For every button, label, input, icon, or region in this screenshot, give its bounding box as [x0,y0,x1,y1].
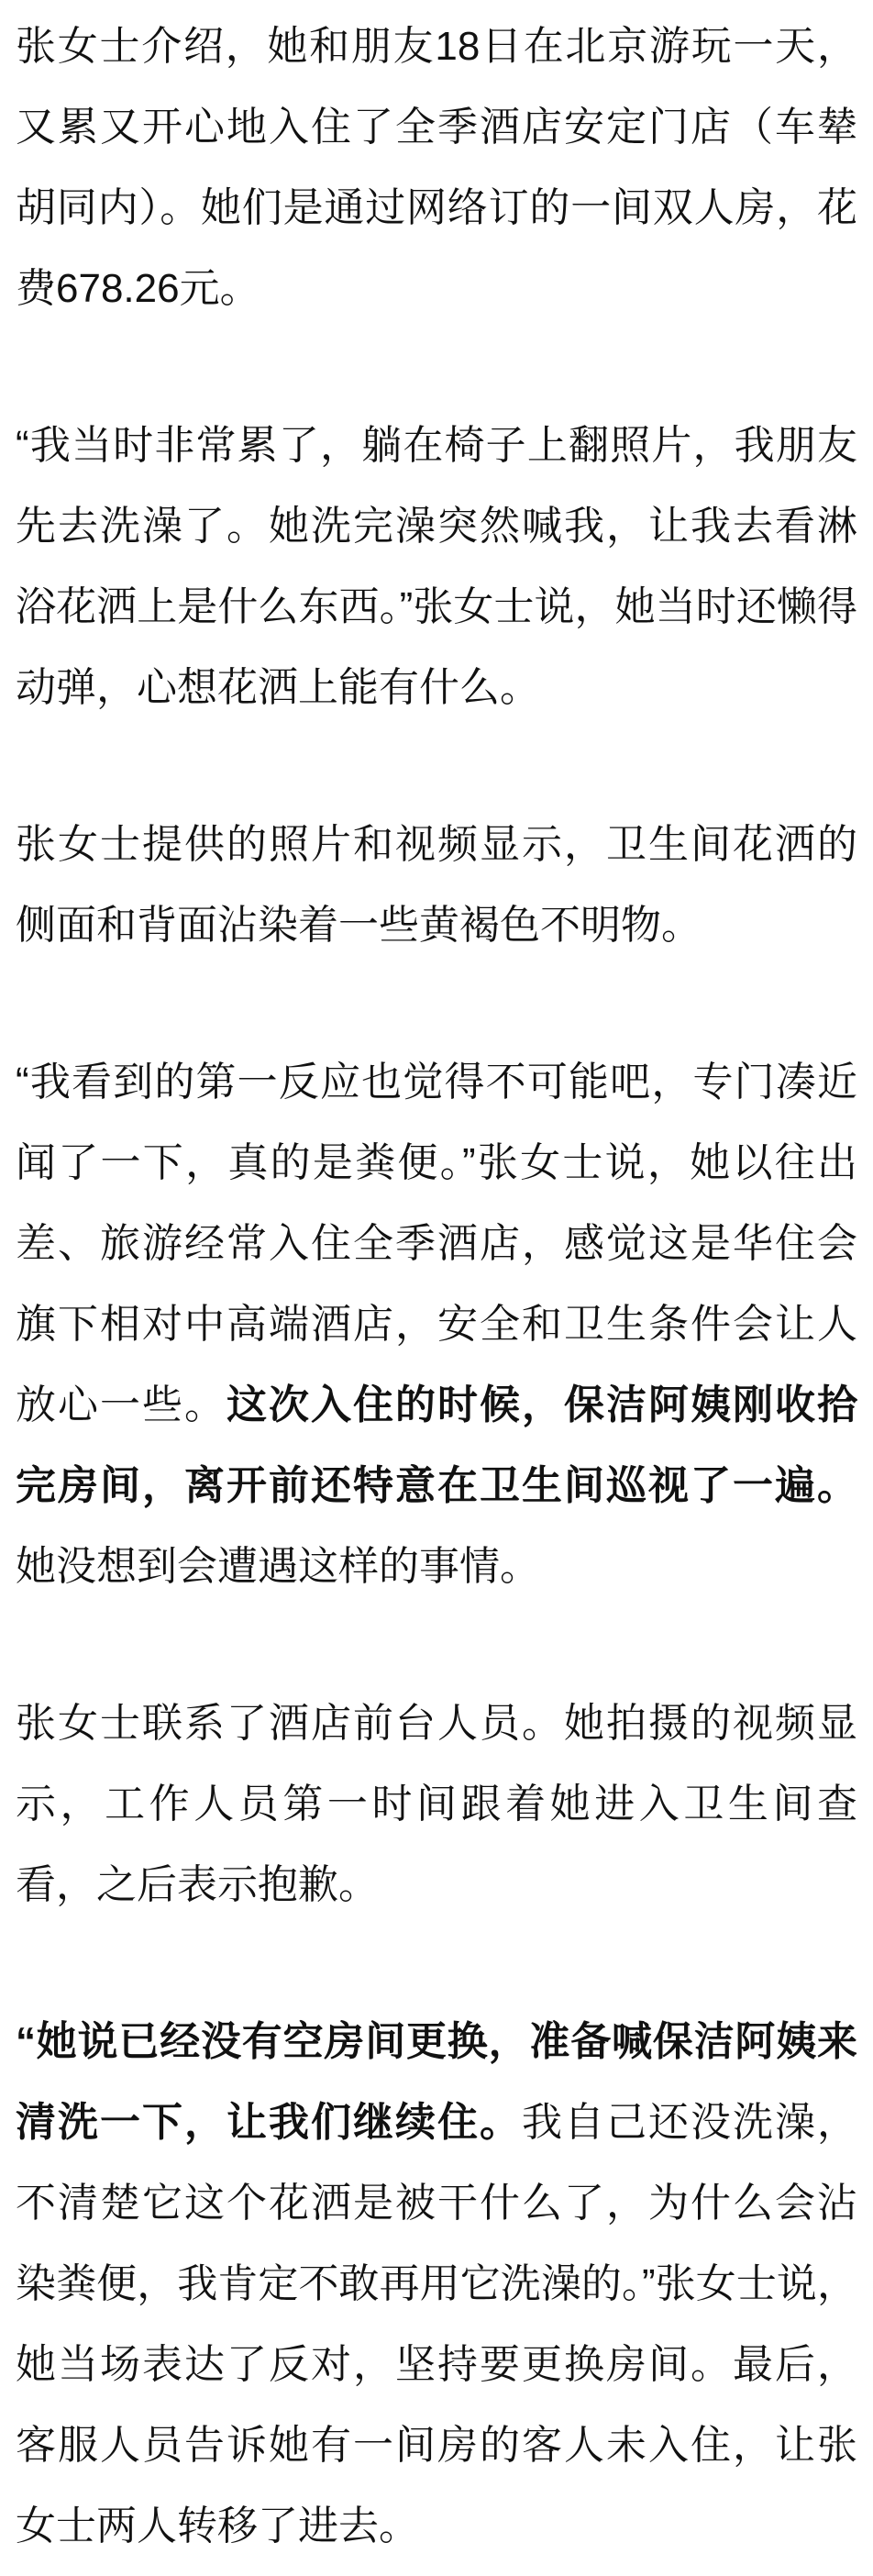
text-segment: 我自己还没洗澡，不清楚它这个花洒是被干什么了，为什么会沾染粪便，我肯定不敢再用它洗澡的。”张女士说，她当场表达了反对，坚持要更换房间。最后，客服人员告诉她有一间房的客人未入住，让张女士两人转移了进去。 [16,2100,857,2548]
text-segment: “我当时非常累了，躺在椅子上翻照片，我朋友先去洗澡了。她洗完澡突然喊我，让我去看淋浴花洒上是什么东西。”张女士说，她当时还懒得动弹，心想花洒上能有什么。 [16,423,857,710]
paragraph-6 [16,2002,857,2567]
paragraph-2 [16,405,857,728]
text-segment-bold: “她说已经没有空房间更换，准备喊保洁阿姨来清洗一下，让我们继续住。 [16,2019,857,2145]
text-segment-bold: 这次入住的时候，保洁阿姨刚收拾完房间，离开前还特意在卫生间巡视了一遍。 [16,1382,857,1508]
paragraph-5 [16,1683,857,1926]
paragraph-1 [16,6,857,329]
text-segment: 她没想到会遭遇这样的事情。 [16,1544,540,1589]
paragraph-4 [16,1042,857,1607]
text-segment: 张女士介绍，她和朋友18日在北京游玩一天，又累又开心地入住了全季酒店安定门店（车辇胡同内）。她们是通过网络订的一间双人房，花费678.26元。 [16,24,857,311]
text-segment: 张女士联系了酒店前台人员。她拍摄的视频显示，工作人员第一时间跟着她进入卫生间查看，之后表示抱歉。 [16,1701,857,1907]
paragraph-3 [16,805,857,966]
text-segment: 张女士提供的照片和视频显示，卫生间花洒的侧面和背面沾染着一些黄褐色不明物。 [16,822,857,948]
text-segment: “我看到的第一反应也觉得不可能吧，专门凑近闻了一下，真的是粪便。”张女士说，她以往出差、旅游经常入住全季酒店，感觉这是华住会旗下相对中高端酒店，安全和卫生条件会让人放心一些。 [16,1060,857,1427]
